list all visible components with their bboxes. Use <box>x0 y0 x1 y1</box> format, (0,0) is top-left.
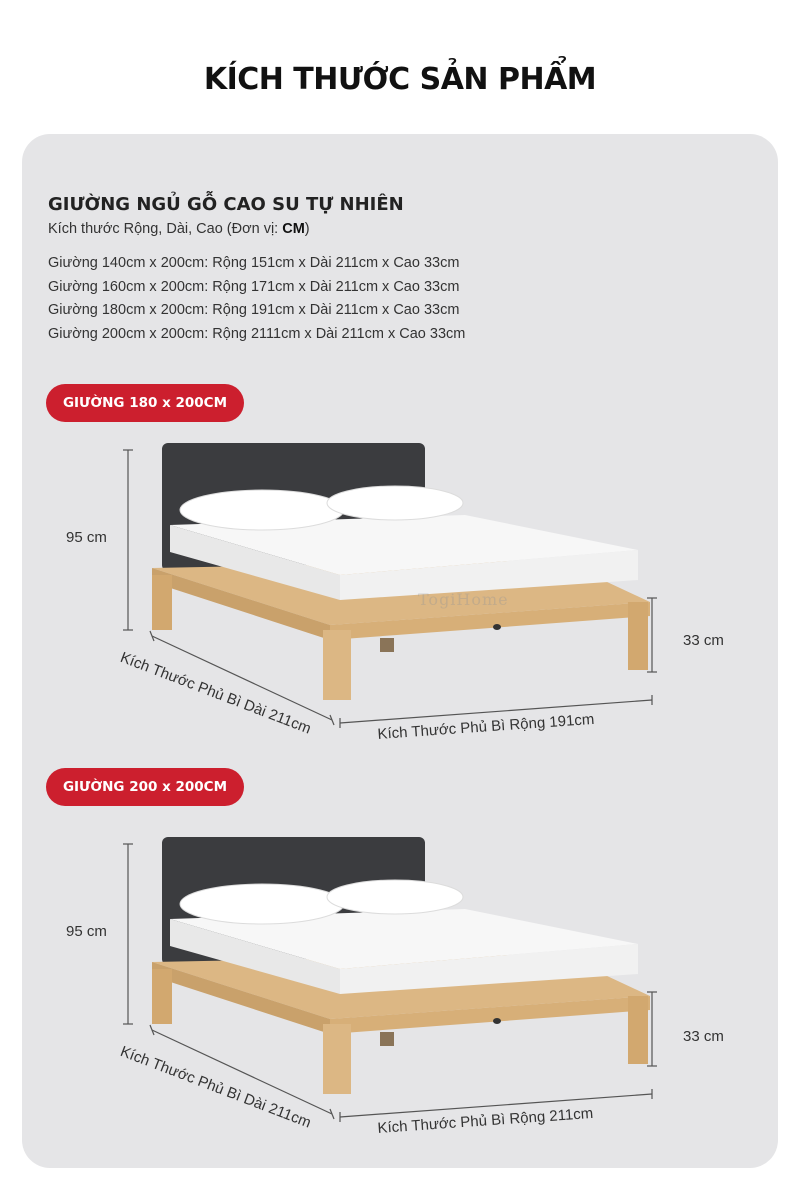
frame-height-label: 33 cm <box>683 1028 724 1045</box>
frame-height-label: 33 cm <box>683 632 724 649</box>
bed-size-badge: GIƯỜNG 200 x 200CM <box>46 768 244 806</box>
bed-height-label: 95 cm <box>66 923 107 940</box>
bed-height-label: 95 cm <box>66 529 107 546</box>
spec-heading: GIƯỜNG NGỦ GỖ CAO SU TỰ NHIÊN <box>48 194 404 215</box>
spec-unit-line <box>48 221 310 237</box>
page-title: KÍCH THƯỚC SẢN PHẨM <box>203 62 597 97</box>
bed-length-label: Kích Thước Phủ Bì Dài 211cm <box>117 1043 314 1132</box>
bed-diagram <box>0 824 800 1184</box>
spec-size-item: Giường 160cm x 200cm: Rộng 171cm x Dài 211cm x Cao 33cm <box>48 278 460 295</box>
spec-unit-suffix: ) <box>304 221 310 237</box>
spec-unit-value: CM <box>282 221 305 237</box>
spec-size-item: Giường 200cm x 200cm: Rộng 2111cm x Dài 211cm x Cao 33cm <box>48 325 466 342</box>
bed-width-label: Kích Thước Phủ Bì Rộng 191cm <box>377 710 595 743</box>
bed-width-label: Kích Thước Phủ Bì Rộng 211cm <box>377 1104 594 1137</box>
bed-length-label: Kích Thước Phủ Bì Dài 211cm <box>117 649 314 738</box>
spec-size-item: Giường 180cm x 200cm: Rộng 191cm x Dài 211cm x Cao 33cm <box>48 302 460 318</box>
watermark: TogiHome <box>418 590 509 609</box>
bed-diagram <box>0 430 800 790</box>
spec-size-list <box>48 252 465 346</box>
spec-unit-prefix: Kích thước Rộng, Dài, Cao (Đơn vị: <box>48 221 283 237</box>
spec-size-item: Giường 140cm x 200cm: Rộng 151cm x Dài 211cm x Cao 33cm <box>48 255 460 271</box>
bed-size-badge: GIƯỜNG 180 x 200CM <box>46 384 244 422</box>
